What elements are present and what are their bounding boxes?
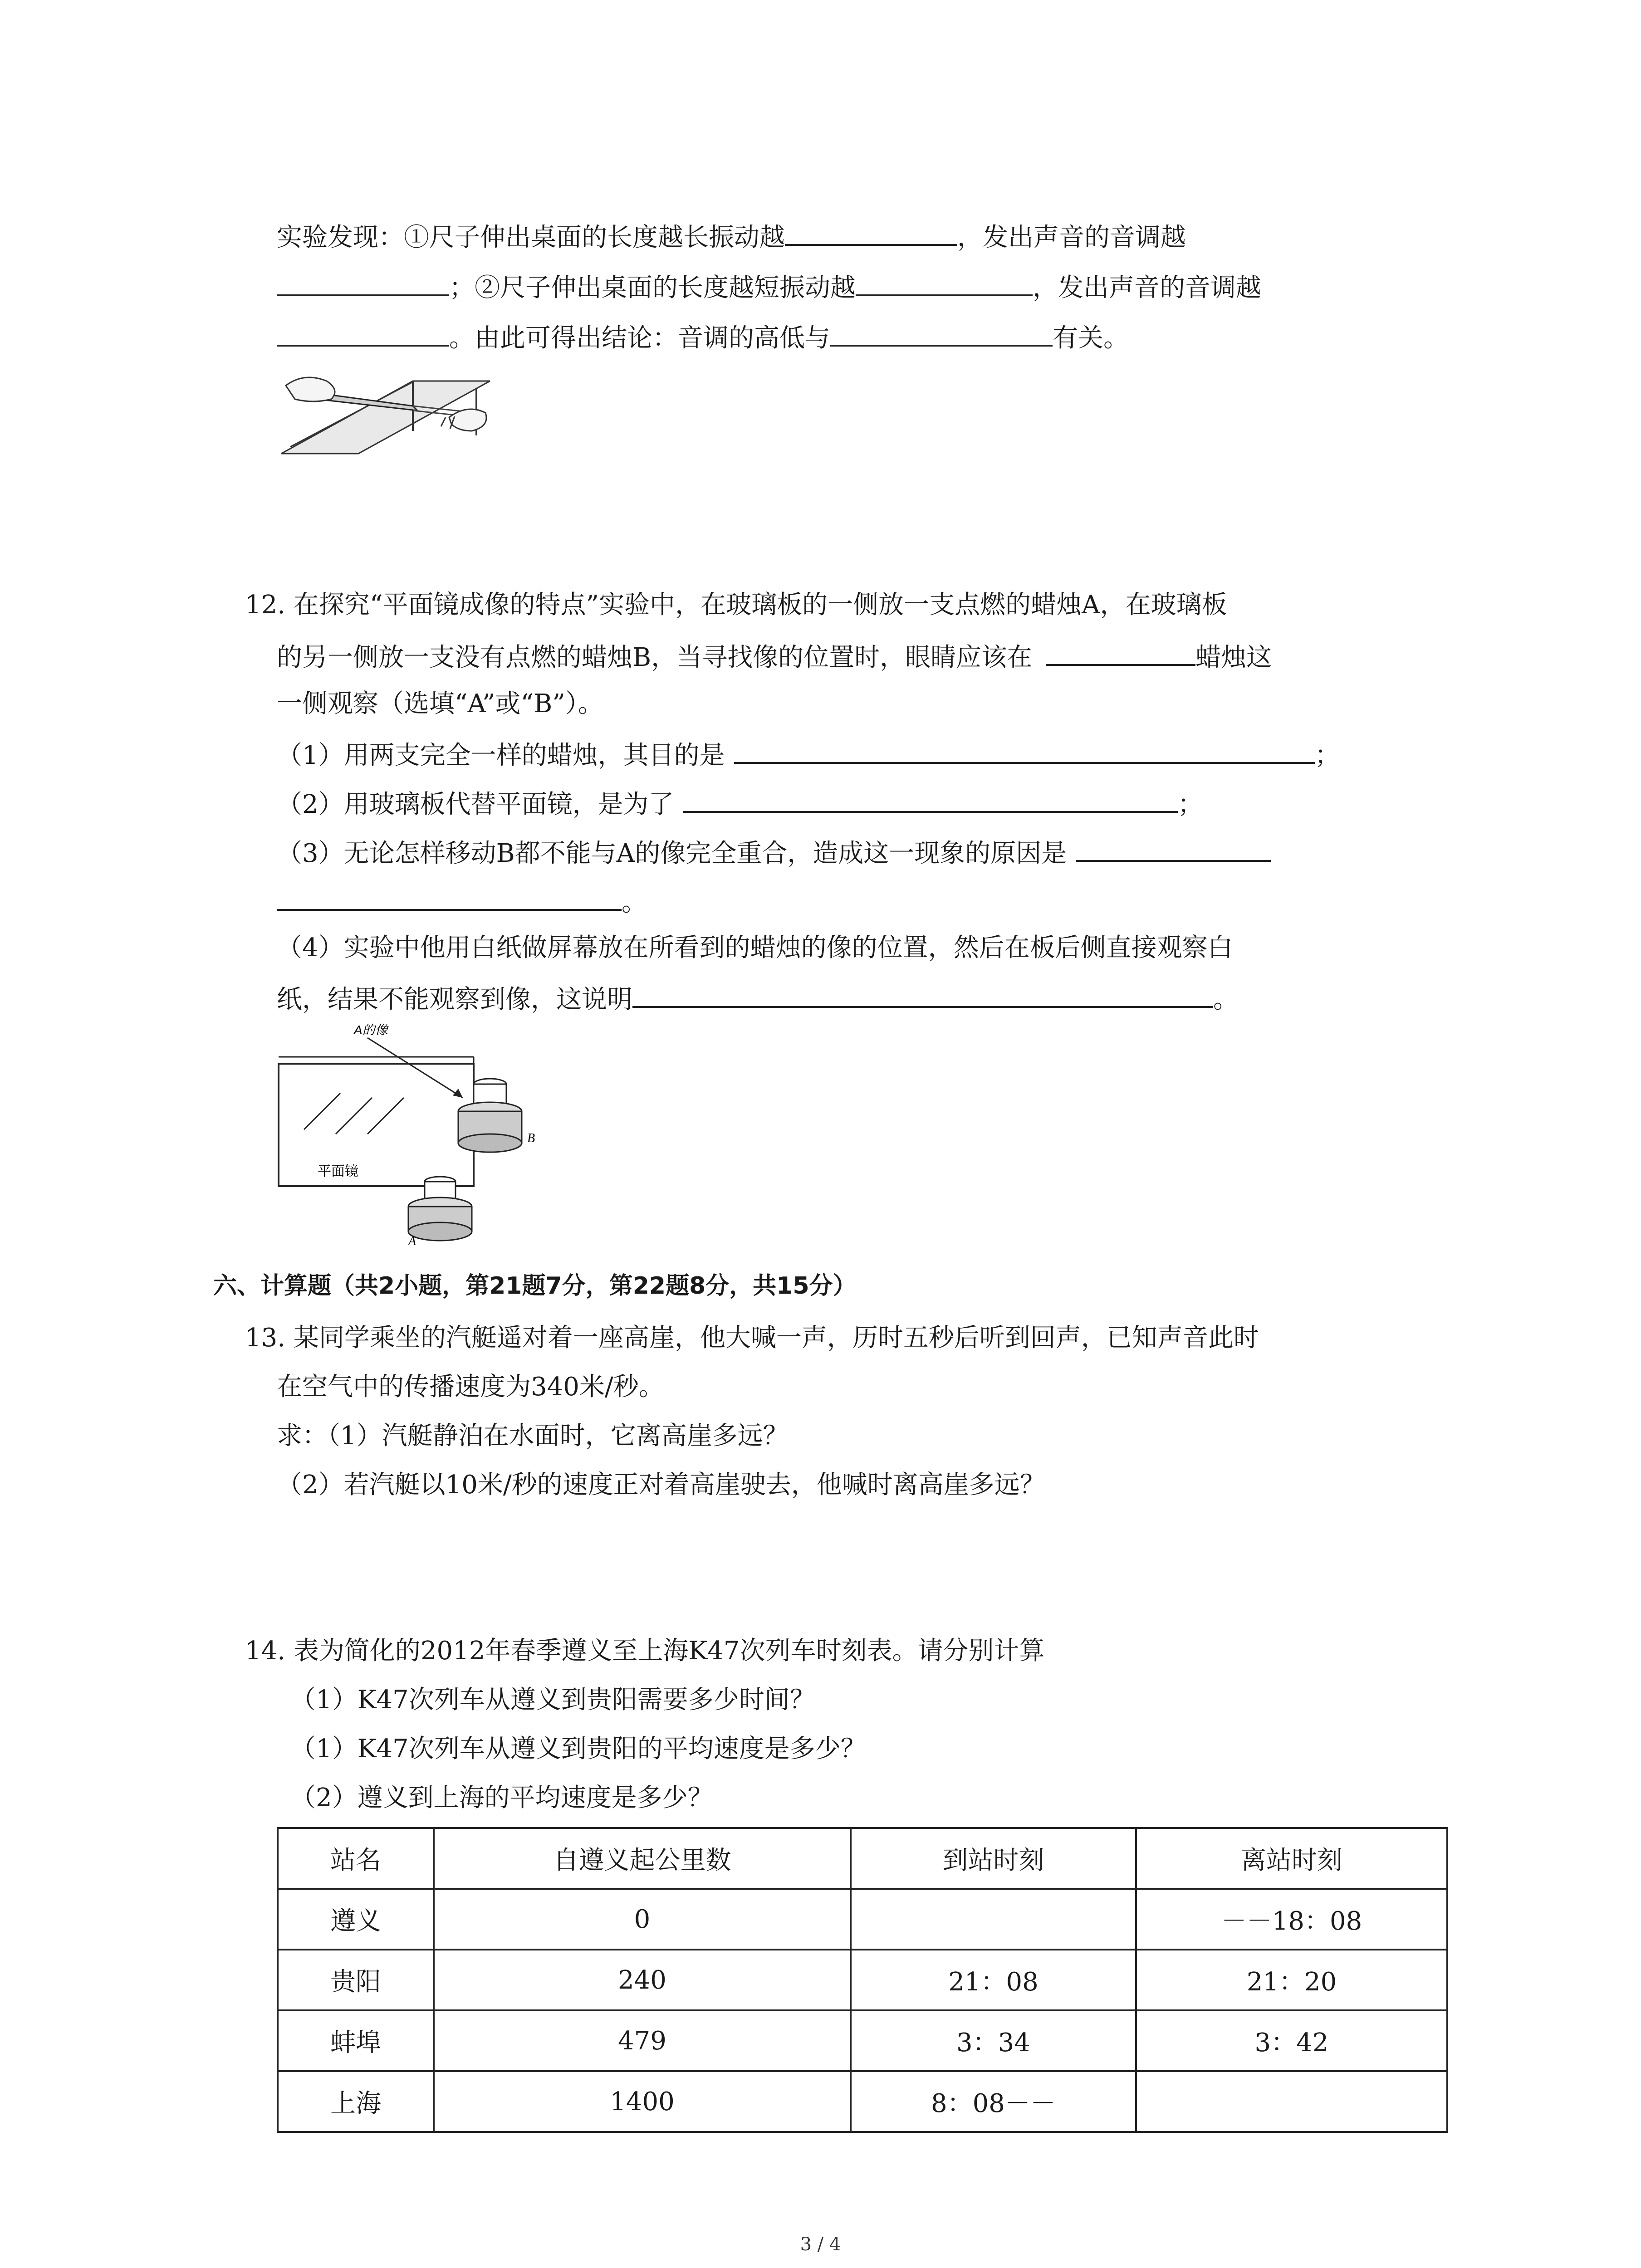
answer-blank[interactable] <box>632 979 1213 1008</box>
q12-line2-text-b: 蜡烛这 <box>1195 643 1272 672</box>
q14-line3: （1）K47次列车从遵义到贵阳的平均速度是多少？ <box>290 1734 866 1764</box>
q12-sub4-end: 。 <box>1213 985 1239 1014</box>
q11-line2-text-a: ；②尺子伸出桌面的长度越短振动越 <box>449 273 856 303</box>
table-header-row <box>278 1828 1447 1889</box>
answer-blank[interactable] <box>856 267 1033 296</box>
q11-line1-text-b: ，发出声音的音调越 <box>957 223 1186 252</box>
answer-blank[interactable] <box>277 318 449 347</box>
answer-blank[interactable] <box>734 735 1315 764</box>
q12-sub1 <box>277 735 1340 774</box>
plane-mirror-figure <box>272 1021 554 1247</box>
q12-sub3-cont <box>277 882 647 921</box>
q11-line2 <box>277 267 1261 306</box>
table-header-cell: 离站时刻 <box>1136 1828 1447 1889</box>
table-cell: 遵义 <box>278 1889 434 1950</box>
table-cell: 240 <box>434 1950 851 2010</box>
table-cell: 21：08 <box>851 1950 1136 2010</box>
q11-line1-text-a: 实验发现：①尺子伸出桌面的长度越长振动越 <box>277 223 785 252</box>
q12-sub4-line2 <box>277 979 1239 1018</box>
train-timetable <box>277 1827 1448 2133</box>
q14-line4: （2）遵义到上海的平均速度是多少？ <box>290 1783 713 1813</box>
q12-sub4-line1: （4）实验中他用白纸做屏幕放在所看到的蜡烛的像的位置，然后在板后侧直接观察白 <box>277 933 1233 963</box>
figure-label-mirror: 平面镜 <box>318 1164 358 1179</box>
table-header-cell: 到站时刻 <box>851 1828 1136 1889</box>
q12-line2 <box>277 637 1272 676</box>
table-header-cell: 站名 <box>278 1828 434 1889</box>
q12-sub2 <box>277 784 1203 823</box>
q12-sub1-text: （1）用两支完全一样的蜡烛，其目的是 <box>277 741 725 770</box>
ruler-table-illustration <box>277 363 499 458</box>
table-row <box>278 2010 1447 2071</box>
q12-sub2-text: （2）用玻璃板代替平面镜，是为了 <box>277 790 674 819</box>
q11-line3-text-a: 。由此可得出结论：音调的高低与 <box>449 323 830 353</box>
q12-sub3-end: 。 <box>622 888 647 917</box>
table-cell: 3：34 <box>851 2010 1136 2071</box>
q12-sub3 <box>277 833 1271 872</box>
answer-blank[interactable] <box>277 267 449 296</box>
q13-line1: 13. 某同学乘坐的汽艇遥对着一座高崖，他大喊一声，历时五秒后听到回声，已知声音此时 <box>245 1323 1259 1353</box>
q11-line1 <box>277 217 1186 256</box>
q12-sub4-text: 纸，结果不能观察到像，这说明 <box>277 985 632 1014</box>
table-cell: 蚌埠 <box>278 2010 434 2071</box>
answer-blank[interactable] <box>830 318 1053 347</box>
q11-line3 <box>277 318 1129 357</box>
figure-label-image: A的像 <box>354 1023 388 1037</box>
table-cell: 479 <box>434 2010 851 2071</box>
table-cell <box>1136 2071 1447 2132</box>
q12-sub3-text: （3）无论怎样移动B都不能与A的像完全重合，造成这一现象的原因是 <box>277 839 1067 868</box>
q13-line2: 在空气中的传播速度为340米/秒。 <box>277 1372 664 1402</box>
answer-blank[interactable] <box>1046 637 1195 666</box>
figure-label-a: A <box>408 1234 416 1247</box>
table-row <box>278 1889 1447 1950</box>
q12-line2-text-a: 的另一侧放一支没有点燃的蜡烛B，当寻找像的位置时，眼睛应该在 <box>277 643 1033 672</box>
table-cell: 21：20 <box>1136 1950 1447 2010</box>
q11-line3-text-b: 有关。 <box>1053 323 1129 353</box>
answer-blank[interactable] <box>683 784 1178 813</box>
table-cell: 8：08－－ <box>851 2071 1136 2132</box>
table-cell <box>851 1889 1136 1950</box>
page-number: 3 / 4 <box>800 2234 841 2255</box>
table-cell: 3：42 <box>1136 2010 1447 2071</box>
q14-line1: 14. 表为简化的2012年春季遵义至上海K47次列车时刻表。请分别计算 <box>245 1636 1045 1666</box>
q13-line3: 求：（1）汽艇静泊在水面时，它离高崖多远？ <box>277 1421 789 1451</box>
answer-blank[interactable] <box>277 882 622 911</box>
q12-sub1-end: ； <box>1314 741 1340 770</box>
figure-label-b: B <box>527 1131 535 1145</box>
table-header-cell: 自遵义起公里数 <box>434 1828 851 1889</box>
q14-line2: （1）K47次列车从遵义到贵阳需要多少时间？ <box>290 1685 815 1715</box>
answer-blank[interactable] <box>785 217 957 246</box>
answer-blank[interactable] <box>1076 833 1271 862</box>
q12-sub2-end: ； <box>1177 790 1203 819</box>
q11-line2-text-b: ，发出声音的音调越 <box>1033 273 1261 303</box>
section-heading: 六、计算题（共2小题，第21题7分，第22题8分，共15分） <box>213 1272 857 1300</box>
table-cell: 贵阳 <box>278 1950 434 2010</box>
q12-line1: 12. 在探究“平面镜成像的特点”实验中，在玻璃板的一侧放一支点燃的蜡烛A，在玻璃板 <box>245 590 1227 620</box>
table-cell: －－18：08 <box>1136 1889 1447 1950</box>
table-row <box>278 1950 1447 2010</box>
q12-line3: 一侧观察（选填“A”或“B”）。 <box>277 689 603 719</box>
table-cell: 1400 <box>434 2071 851 2132</box>
table-row <box>278 2071 1447 2132</box>
q13-line4: （2）若汽艇以10米/秒的速度正对着高崖驶去，他喊时离高崖多远？ <box>277 1470 1045 1500</box>
table-cell: 0 <box>434 1889 851 1950</box>
table-cell: 上海 <box>278 2071 434 2132</box>
